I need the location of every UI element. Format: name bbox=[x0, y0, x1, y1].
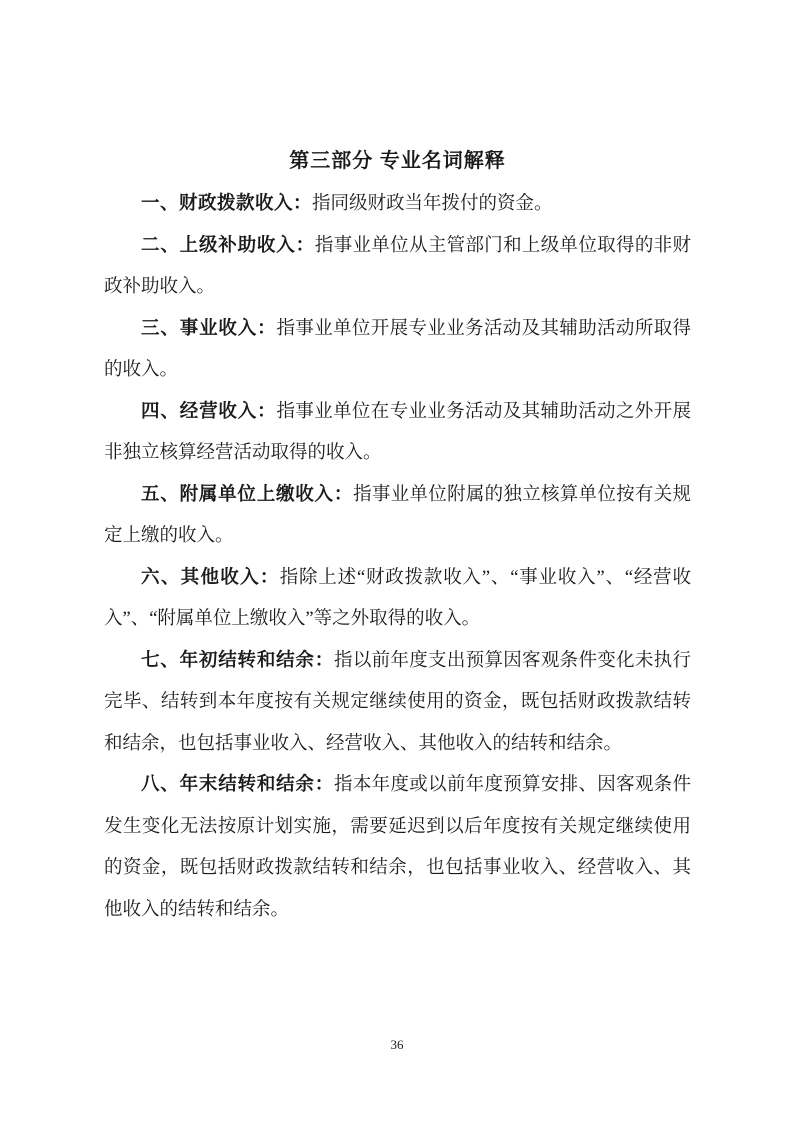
term-text: 指同级财政当年拨付的资金。 bbox=[312, 194, 553, 214]
term-definition-7 bbox=[104, 641, 691, 766]
term-label: 五、附属单位上缴收入： bbox=[141, 484, 354, 505]
term-definition-1 bbox=[104, 184, 691, 226]
page-number: 36 bbox=[390, 1037, 404, 1052]
term-text: 指事业单位在专业业务活动及其辅助活动之外开展非独立核算经营活动取得的收入。 bbox=[104, 401, 691, 463]
term-text: 指事业单位从主管部门和上级单位取得的非财政补助收入。 bbox=[104, 235, 691, 297]
term-definition-8 bbox=[104, 765, 691, 931]
term-definition-5 bbox=[104, 475, 691, 558]
term-definition-6 bbox=[104, 558, 691, 641]
term-definition-3 bbox=[104, 309, 691, 392]
term-text: 指除上述“财政拨款收入”、“事业收入”、“经营收入”、“附属单位上缴收入”等之外取得的收入。 bbox=[104, 567, 691, 629]
document-content bbox=[104, 142, 691, 931]
term-definition-4 bbox=[104, 392, 691, 475]
term-label: 四、经营收入： bbox=[141, 401, 277, 422]
term-text: 指本年度或以前年度预算安排、因客观条件发生变化无法按原计划实施，需要延迟到以后年度按有关规定继续使用的资金，既包括财政拨款结转和结余，也包括事业收入、经营收入、其他收入的结转和结余。 bbox=[104, 775, 691, 920]
term-label: 二、上级补助收入： bbox=[141, 235, 315, 256]
term-text: 指以前年度支出预算因客观条件变化未执行完毕、结转到本年度按有关规定继续使用的资金，既包括财政拨款结转和结余，也包括事业收入、经营收入、其他收入的结转和结余。 bbox=[104, 650, 691, 754]
term-label: 一、财政拨款收入： bbox=[141, 194, 313, 214]
term-label: 六、其他收入： bbox=[141, 567, 280, 588]
term-label: 三、事业收入： bbox=[141, 318, 277, 339]
term-label: 八、年末结转和结余： bbox=[141, 775, 335, 795]
term-definition-2 bbox=[104, 226, 691, 309]
term-text: 指事业单位开展专业业务活动及其辅助活动所取得的收入。 bbox=[104, 318, 691, 380]
term-label: 七、年初结转和结余： bbox=[141, 650, 335, 671]
page-title: 第三部分 专业名词解释 bbox=[289, 150, 506, 172]
term-text: 指事业单位附属的独立核算单位按有关规定上缴的收入。 bbox=[104, 484, 691, 546]
